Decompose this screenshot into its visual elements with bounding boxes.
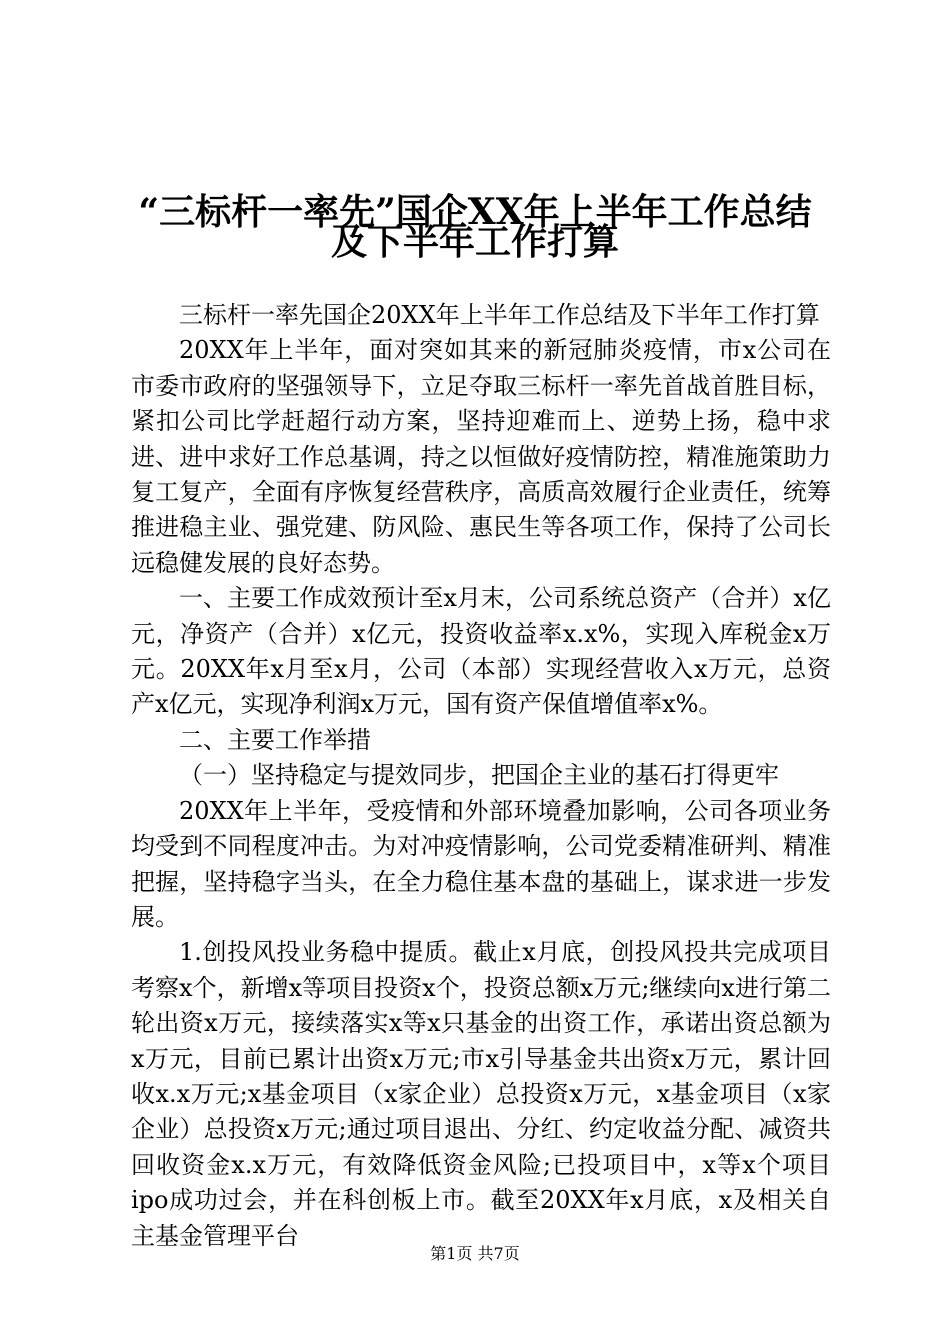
paragraph-intro: 20XX年上半年，面对突如其来的新冠肺炎疫情，市x公司在市委市政府的坚强领导下，立足夺取三标杆一率先首战首胜目标，紧扣公司比学赶超行动方案，坚持迎难而上、逆势上扬，稳中求进、进中求好工作总基调，持之以恒做好疫情防控，精准施策助力复工复产，全面有序恢复经营秩序，高质高效履行企业责任，统筹推进稳主业、强党建、防风险、惠民生等各项工作，保持了公司长远稳健发展的良好态势。	[131, 336, 831, 577]
paragraph-item-1: 1.创投风投业务稳中提质。截止x月底，创投风投共完成项目考察x个，新增x等项目投资x个，投资总额x万元;继续向x进行第二轮出资x万元，接续落实x等x只基金的出资工作，承诺出资总额为x万元，目前已累计出资x万元;市x引导基金共出资x万元，累计回收x.x万元;x基金项目（x家企业）总投资x万元，x基金项目（x家企业）总投资x万元;通过项目退出、分红、约定收益分配、减资共回收资金x.x万元，有效降低资金风险;已投项目中，x等x个项目ipo成功过会，并在科创板上市。截至20XX年x月底，x及相关自主基金管理平台	[131, 938, 831, 1250]
document-title-line-1: “三标杆一率先”国企XX年上半年工作总结	[138, 191, 812, 233]
page-number-footer: 第1页 共7页	[430, 1244, 520, 1263]
paragraph-subsection-1: 20XX年上半年，受疫情和外部环境叠加影响，公司各项业务均受到不同程度冲击。为对冲疫情影响，公司党委精准研判、精准把握，坚持稳字当头，在全力稳住基本盘的基础上，谋求进一步发展。	[131, 796, 831, 931]
paragraph-subtitle: 三标杆一率先国企20XX年上半年工作总结及下半年工作打算	[179, 301, 820, 329]
document-title-line-2: 及下半年工作打算	[330, 221, 619, 263]
heading-subsection-1: （一）坚持稳定与提效同步，把国企主业的基石打得更牢	[179, 761, 779, 790]
heading-section-2: 二、主要工作举措	[179, 725, 371, 754]
paragraph-section-1: 一、主要工作成效预计至x月末，公司系统总资产（合并）x亿元，净资产（合并）x亿元，投资收益率x.x%，实现入库税金x万元。20XX年x月至x月，公司（本部）实现经营收入x万元，总资产x亿元，实现净利润x万元，国有资产保值增值率x%。	[131, 584, 831, 719]
document-body	[131, 298, 831, 1254]
